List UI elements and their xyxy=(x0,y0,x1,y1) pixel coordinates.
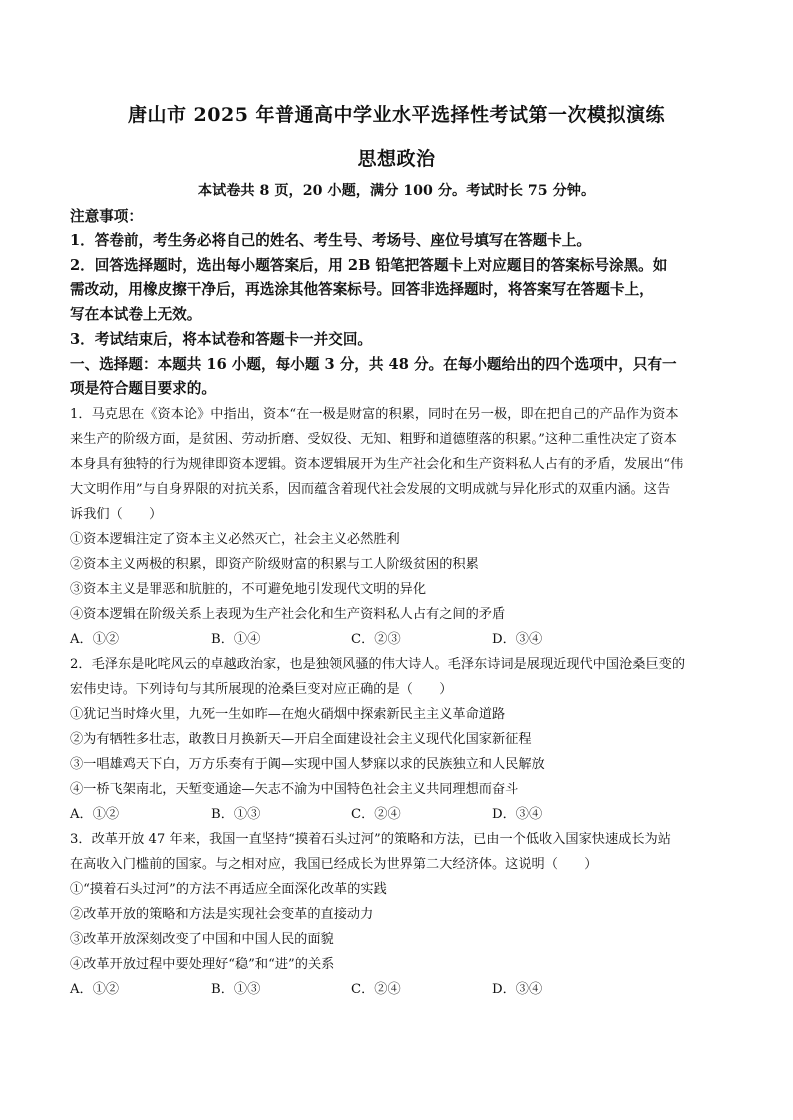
q3-stem-line-2: 在高收入门槛前的国家。与之相对应，我国已经成长为世界第二大经济体。这说明（ ） xyxy=(70,857,598,872)
q3-statement-4: ④改革开放过程中要处理好“稳”和“进”的关系 xyxy=(70,957,335,972)
exam-info: 本试卷共 8 页，20 小题，满分 100 分。考试时长 75 分钟。 xyxy=(197,183,596,199)
q3-option-a: A．①② xyxy=(70,982,120,997)
q1-stem-line-2: 来生产的阶级方面，是贫困、劳动折磨、受奴役、无知、粗野和道德堕落的积累。”这种二重性决定了资本 xyxy=(70,432,677,447)
q2-stem-line-1: 2．毛泽东是叱咤风云的卓越政治家，也是独领风骚的伟大诗人。毛泽东诗词是展现近现代中国沧桑巨变的 xyxy=(70,657,686,672)
q3-option-d: D．③④ xyxy=(492,982,543,997)
q1-stem-line-3: 本身具有独特的行为规律即资本逻辑。资本逻辑展开为生产社会化和生产资料私人占有的矛盾，发展出“伟 xyxy=(70,457,684,472)
q2-option-c: C．②④ xyxy=(351,807,401,822)
notice-item-2-line-3: 写在本试卷上无效。 xyxy=(70,306,202,323)
q3-option-c: C．②④ xyxy=(351,982,401,997)
section-heading-line-2: 项是符合题目要求的。 xyxy=(70,380,216,397)
q2-statement-3: ③一唱雄鸡天下白，万方乐奏有于阗—实现中国人梦寐以求的民族独立和人民解放 xyxy=(70,757,545,772)
q3-stem-line-1: 3．改革开放 47 年来，我国一直坚持“摸着石头过河”的策略和方法，已由一个低收入国家快速成长为站 xyxy=(70,832,671,847)
q1-statement-2: ②资本主义两极的积累，即资产阶级财富的积累与工人阶级贫困的积累 xyxy=(70,557,479,572)
subject-title: 思想政治 xyxy=(357,148,436,170)
q2-statement-2: ②为有牺牲多壮志，敢教日月换新天—开启全面建设社会主义现代化国家新征程 xyxy=(70,732,532,747)
q1-statement-1: ①资本逻辑注定了资本主义必然灭亡，社会主义必然胜利 xyxy=(70,532,400,547)
q2-option-a: A．①② xyxy=(70,807,120,822)
q1-statement-4: ④资本逻辑在阶级关系上表现为生产社会化和生产资料私人占有之间的矛盾 xyxy=(70,607,506,622)
notice-heading: 注意事项： xyxy=(70,208,143,225)
q3-statement-3: ③改革开放深刻改变了中国和中国人民的面貌 xyxy=(70,932,334,947)
notice-item-2-line-2: 需改动，用橡皮擦干净后，再选涂其他答案标号。回答非选择题时，将答案写在答题卡上， xyxy=(70,281,654,298)
q3-statement-1: ①“摸着石头过河”的方法不再适应全面深化改革的实践 xyxy=(70,882,387,897)
notice-item-2-line-1: 2．回答选择题时，选出每小题答案后，用 2B 铅笔把答题卡上对应题目的答案标号涂黑。如 xyxy=(70,257,668,274)
q1-option-c: C．②③ xyxy=(351,632,401,647)
notice-item-1: 1．答卷前，考生务必将自己的姓名、考生号、考场号、座位号填写在答题卡上。 xyxy=(70,232,591,249)
notice-item-3: 3．考试结束后，将本试卷和答题卡一并交回。 xyxy=(70,331,373,348)
section-heading-line-1: 一、选择题：本题共 16 小题，每小题 3 分，共 48 分。在每小题给出的四个选项中，只有一 xyxy=(70,356,677,373)
q3-statement-2: ②改革开放的策略和方法是实现社会变革的直接动力 xyxy=(70,907,374,922)
exam-title: 唐山市 2025 年普通高中学业水平选择性考试第一次模拟演练 xyxy=(127,104,666,126)
q1-stem-line-4: 大文明作用”与自身界限的对抗关系，因而蕴含着现代社会发展的文明成就与异化形式的双重内涵。这告 xyxy=(70,482,671,497)
q2-stem-line-2: 宏伟史诗。下列诗句与其所展现的沧桑巨变对应正确的是（ ） xyxy=(70,682,453,697)
q2-statement-4: ④一桥飞架南北，天堑变通途—矢志不渝为中国特色社会主义共同理想而奋斗 xyxy=(70,782,519,797)
q2-statement-1: ①犹记当时烽火里，九死一生如昨—在炮火硝烟中探索新民主主义革命道路 xyxy=(70,707,506,722)
q1-stem-line-1: 1．马克思在《资本论》中指出，资本“在一极是财富的积累，同时在另一极，即在把自己的产品作为资本 xyxy=(70,407,679,422)
q1-option-b: B．①④ xyxy=(211,632,261,647)
q1-option-d: D．③④ xyxy=(492,632,543,647)
q2-option-b: B．①③ xyxy=(211,807,261,822)
q2-option-d: D．③④ xyxy=(492,807,543,822)
q1-option-a: A．①② xyxy=(70,632,120,647)
q3-option-b: B．①③ xyxy=(211,982,261,997)
q1-statement-3: ③资本主义是罪恶和肮脏的，不可避免地引发现代文明的异化 xyxy=(70,582,427,597)
q1-stem-line-5: 诉我们（ ） xyxy=(70,507,163,522)
